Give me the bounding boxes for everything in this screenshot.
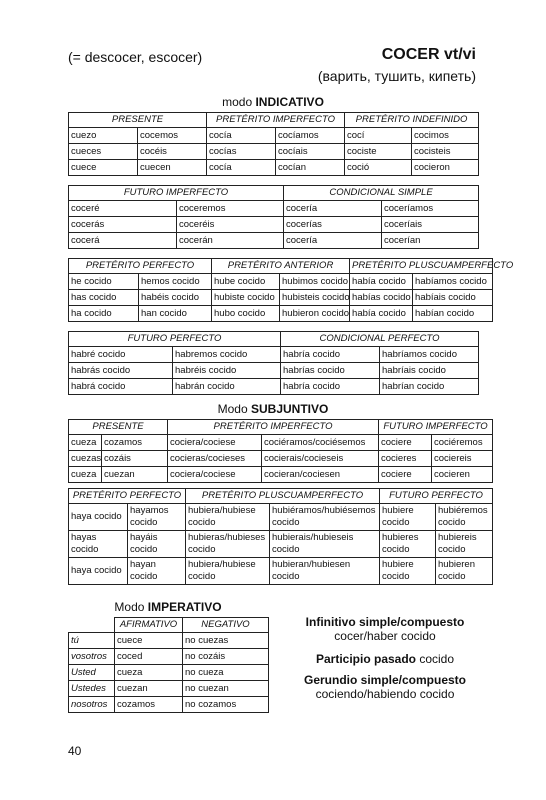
table-cell: haya cocido bbox=[69, 504, 128, 531]
table-row bbox=[69, 558, 493, 585]
table-cell: cociere bbox=[379, 435, 432, 451]
table-cell: cueces bbox=[69, 144, 138, 160]
table-cell: hubimos cocido bbox=[280, 274, 350, 290]
table-cell: haya cocido bbox=[69, 558, 128, 585]
table-cell: cocimos bbox=[412, 128, 479, 144]
table-cell: cocieres bbox=[379, 451, 432, 467]
table-cell: coceremos bbox=[177, 201, 284, 217]
table-cell: coceríamos bbox=[382, 201, 479, 217]
table-header-row bbox=[69, 420, 493, 435]
table-row bbox=[69, 504, 493, 531]
table-row bbox=[69, 217, 479, 233]
table-row bbox=[69, 531, 493, 558]
header-preterito-anterior: PRETÉRITO ANTERIOR bbox=[212, 259, 350, 274]
table-cell: cuezan bbox=[115, 681, 183, 697]
column-header bbox=[69, 618, 115, 633]
table-row bbox=[69, 274, 493, 290]
infinitivo-block bbox=[280, 615, 490, 643]
gerundio-block bbox=[280, 673, 490, 701]
header-preterito-pluscuamperfecto: PRETÉRITO PLUSCUAMPERFECTO bbox=[186, 489, 380, 504]
table-cell: cuezan bbox=[102, 467, 168, 483]
table-row bbox=[69, 201, 479, 217]
table-cell: cuezas bbox=[69, 451, 102, 467]
table-cell: cozamos bbox=[115, 697, 183, 713]
verb-translation: (варить, тушить, кипеть) bbox=[317, 68, 476, 84]
header-preterito-imperfecto: PRETÉRITO IMPERFECTO bbox=[168, 420, 379, 435]
table-cell: cozamos bbox=[102, 435, 168, 451]
table-row bbox=[69, 379, 479, 395]
table-header-row bbox=[69, 259, 493, 274]
table-cell: habré cocido bbox=[69, 347, 173, 363]
table-cell: hubo cocido bbox=[212, 306, 280, 322]
table-cell: cocían bbox=[276, 160, 345, 176]
table-cell: coció bbox=[345, 160, 412, 176]
table-cell: habrá cocido bbox=[69, 379, 173, 395]
table-cell: cueza bbox=[69, 467, 102, 483]
header-negativo: NEGATIVO bbox=[183, 618, 269, 633]
table-cell: hube cocido bbox=[212, 274, 280, 290]
table-cell: cocerás bbox=[69, 217, 177, 233]
table-cell: habréis cocido bbox=[173, 363, 281, 379]
table-header-row bbox=[69, 332, 479, 347]
table-row bbox=[69, 697, 269, 713]
table-cell: tú bbox=[69, 633, 115, 649]
page-number: 40 bbox=[68, 744, 82, 758]
table-cell: habíamos cocido bbox=[413, 274, 493, 290]
table-cell: había cocido bbox=[350, 306, 413, 322]
table-cell: hubiéremos cocido bbox=[436, 504, 493, 531]
table-cell: cocéis bbox=[138, 144, 207, 160]
table-cell: coceréis bbox=[177, 217, 284, 233]
table-cell: habrían cocido bbox=[380, 379, 479, 395]
table-cell: cocerías bbox=[284, 217, 382, 233]
table-row bbox=[69, 233, 479, 249]
table-row bbox=[69, 128, 479, 144]
table-cell: habían cocido bbox=[413, 306, 493, 322]
table-cell: hayan cocido bbox=[128, 558, 186, 585]
verb-title: COCER vt/vi bbox=[381, 46, 476, 63]
table-cell: cocieron bbox=[412, 160, 479, 176]
table-cell: hubieren cocido bbox=[436, 558, 493, 585]
participio-label: Participio pasado bbox=[315, 652, 416, 666]
table-cell: habrías cocido bbox=[281, 363, 380, 379]
table-cell: hubieras/hubieses cocido bbox=[186, 531, 270, 558]
table-cell: hubiera/hubiese cocido bbox=[186, 504, 270, 531]
table-cell: cueza bbox=[69, 435, 102, 451]
table-row bbox=[69, 451, 493, 467]
gerundio-value: cociendo/habiendo cocido bbox=[315, 687, 455, 701]
header-futuro-perfecto: FUTURO PERFECTO bbox=[380, 489, 493, 504]
indicativo-table-1 bbox=[68, 112, 479, 176]
table-cell: hubieran/hubiesen cocido bbox=[270, 558, 380, 585]
table-row bbox=[69, 363, 479, 379]
table-cell: cocías bbox=[207, 144, 276, 160]
header-condicional-simple: CONDICIONAL SIMPLE bbox=[284, 186, 479, 201]
table-row bbox=[69, 633, 269, 649]
table-cell: hayáis cocido bbox=[128, 531, 186, 558]
table-cell: cocerá bbox=[69, 233, 177, 249]
table-cell: cocierais/cocieseis bbox=[262, 451, 379, 467]
table-cell: cocisteis bbox=[412, 144, 479, 160]
table-cell: no cuezan bbox=[183, 681, 269, 697]
table-cell: han cocido bbox=[139, 306, 212, 322]
table-cell: no cuezas bbox=[183, 633, 269, 649]
table-cell: habríais cocido bbox=[380, 363, 479, 379]
table-cell: hubiereis cocido bbox=[436, 531, 493, 558]
table-cell: hubiera/hubiese cocido bbox=[186, 558, 270, 585]
table-cell: había cocido bbox=[350, 274, 413, 290]
table-row bbox=[69, 649, 269, 665]
header-preterito-indefinido: PRETÉRITO INDEFINIDO bbox=[345, 113, 479, 128]
table-cell: cuezo bbox=[69, 128, 138, 144]
infinitivo-value: cocer/haber cocido bbox=[334, 629, 436, 643]
table-cell: cociera/cociese bbox=[168, 435, 262, 451]
header-preterito-pluscuamperfecto: PRETÉRITO PLUSCUAMPERFECTO bbox=[350, 259, 493, 274]
table-cell: no cueza bbox=[183, 665, 269, 681]
table-cell: cocerán bbox=[177, 233, 284, 249]
table-row bbox=[69, 144, 479, 160]
table-cell: cozáis bbox=[102, 451, 168, 467]
table-cell: habría cocido bbox=[281, 379, 380, 395]
table-header-row bbox=[69, 186, 479, 201]
table-cell: cocía bbox=[207, 128, 276, 144]
table-cell: hubieres cocido bbox=[380, 531, 436, 558]
table-cell: cocemos bbox=[138, 128, 207, 144]
table-cell: coceríais bbox=[382, 217, 479, 233]
table-cell: cocíamos bbox=[276, 128, 345, 144]
header-preterito-perfecto: PRETÉRITO PERFECTO bbox=[69, 259, 212, 274]
header-presente: PRESENTE bbox=[69, 420, 168, 435]
table-cell: hemos cocido bbox=[139, 274, 212, 290]
table-cell: cocería bbox=[284, 233, 382, 249]
table-cell: no cozamos bbox=[183, 697, 269, 713]
header-preterito-imperfecto: PRETÉRITO IMPERFECTO bbox=[207, 113, 345, 128]
table-cell: habíais cocido bbox=[413, 290, 493, 306]
table-cell: hubiere cocido bbox=[380, 558, 436, 585]
table-cell: Usted bbox=[69, 665, 115, 681]
table-cell: hayamos cocido bbox=[128, 504, 186, 531]
header-futuro-imperfecto: FUTURO IMPERFECTO bbox=[379, 420, 493, 435]
table-cell: hubiere cocido bbox=[380, 504, 436, 531]
header-futuro-perfecto: FUTURO PERFECTO bbox=[69, 332, 281, 347]
table-row bbox=[69, 160, 479, 176]
indicativo-table-4 bbox=[68, 331, 479, 395]
header-presente: PRESENTE bbox=[69, 113, 207, 128]
table-cell: habéis cocido bbox=[139, 290, 212, 306]
table-cell: cocieras/cocieses bbox=[168, 451, 262, 467]
table-cell: hayas cocido bbox=[69, 531, 128, 558]
table-cell: vosotros bbox=[69, 649, 115, 665]
mode-imperativo-heading: Modo IMPERATIVO bbox=[114, 600, 222, 614]
participio-value: cocido bbox=[419, 652, 455, 666]
table-row bbox=[69, 306, 493, 322]
imperativo-table bbox=[68, 617, 269, 713]
indicativo-table-2 bbox=[68, 185, 479, 249]
table-header-row bbox=[69, 113, 479, 128]
table-cell: habría cocido bbox=[281, 347, 380, 363]
table-cell: hubisteis cocido bbox=[280, 290, 350, 306]
table-cell: he cocido bbox=[69, 274, 139, 290]
table-cell: Ustedes bbox=[69, 681, 115, 697]
table-cell: habrán cocido bbox=[173, 379, 281, 395]
table-cell: coceré bbox=[69, 201, 177, 217]
header-afirmativo: AFIRMATIVO bbox=[115, 618, 183, 633]
table-row bbox=[69, 435, 493, 451]
table-row bbox=[69, 347, 479, 363]
table-cell: hubierais/hubieseis cocido bbox=[270, 531, 380, 558]
table-cell: hubieron cocido bbox=[280, 306, 350, 322]
table-cell: cociéramos/cociésemos bbox=[262, 435, 379, 451]
table-cell: cociera/cociese bbox=[168, 467, 262, 483]
header-futuro-imperfecto: FUTURO IMPERFECTO bbox=[69, 186, 284, 201]
mode-indicativo-heading: modo INDICATIVO bbox=[222, 95, 324, 109]
infinitivo-label: Infinitivo simple/compuesto bbox=[305, 615, 465, 629]
table-cell: hubiste cocido bbox=[212, 290, 280, 306]
table-cell: coced bbox=[115, 649, 183, 665]
table-cell: cocíais bbox=[276, 144, 345, 160]
table-cell: cocía bbox=[207, 160, 276, 176]
table-cell: habrás cocido bbox=[69, 363, 173, 379]
indicativo-table-3 bbox=[68, 258, 514, 322]
table-row bbox=[69, 681, 269, 697]
subjuntivo-table-2 bbox=[68, 488, 493, 585]
header-preterito-perfecto: PRETÉRITO PERFECTO bbox=[69, 489, 186, 504]
table-row bbox=[69, 290, 493, 306]
verb-variants: (= descocer, escocer) bbox=[68, 49, 203, 65]
table-cell: cuece bbox=[69, 160, 138, 176]
subjuntivo-table-1 bbox=[68, 419, 493, 483]
table-cell: cocerían bbox=[382, 233, 479, 249]
table-cell: cocería bbox=[284, 201, 382, 217]
table-cell: cociste bbox=[345, 144, 412, 160]
table-cell: cueza bbox=[115, 665, 183, 681]
table-cell: cociéremos bbox=[432, 435, 493, 451]
table-cell: cociere bbox=[379, 467, 432, 483]
table-row bbox=[69, 467, 493, 483]
table-cell: hubiéramos/hubiésemos cocido bbox=[270, 504, 380, 531]
table-cell: no cozáis bbox=[183, 649, 269, 665]
table-cell: ha cocido bbox=[69, 306, 139, 322]
table-cell: habremos cocido bbox=[173, 347, 281, 363]
mode-subjuntivo-heading: Modo SUBJUNTIVO bbox=[217, 402, 329, 416]
table-cell: cocieran/cociesen bbox=[262, 467, 379, 483]
table-header-row bbox=[69, 618, 269, 633]
table-cell: cocí bbox=[345, 128, 412, 144]
header-condicional-perfecto: CONDICIONAL PERFECTO bbox=[281, 332, 479, 347]
table-cell: cuece bbox=[115, 633, 183, 649]
gerundio-label: Gerundio simple/compuesto bbox=[303, 673, 467, 687]
table-cell: cuecen bbox=[138, 160, 207, 176]
table-header-row bbox=[69, 489, 493, 504]
table-cell: habríamos cocido bbox=[380, 347, 479, 363]
table-cell: nosotros bbox=[69, 697, 115, 713]
table-row bbox=[69, 665, 269, 681]
table-cell: has cocido bbox=[69, 290, 139, 306]
table-cell: cociereis bbox=[432, 451, 493, 467]
participio-block bbox=[280, 652, 490, 666]
table-cell: habías cocido bbox=[350, 290, 413, 306]
table-cell: cocieren bbox=[432, 467, 493, 483]
